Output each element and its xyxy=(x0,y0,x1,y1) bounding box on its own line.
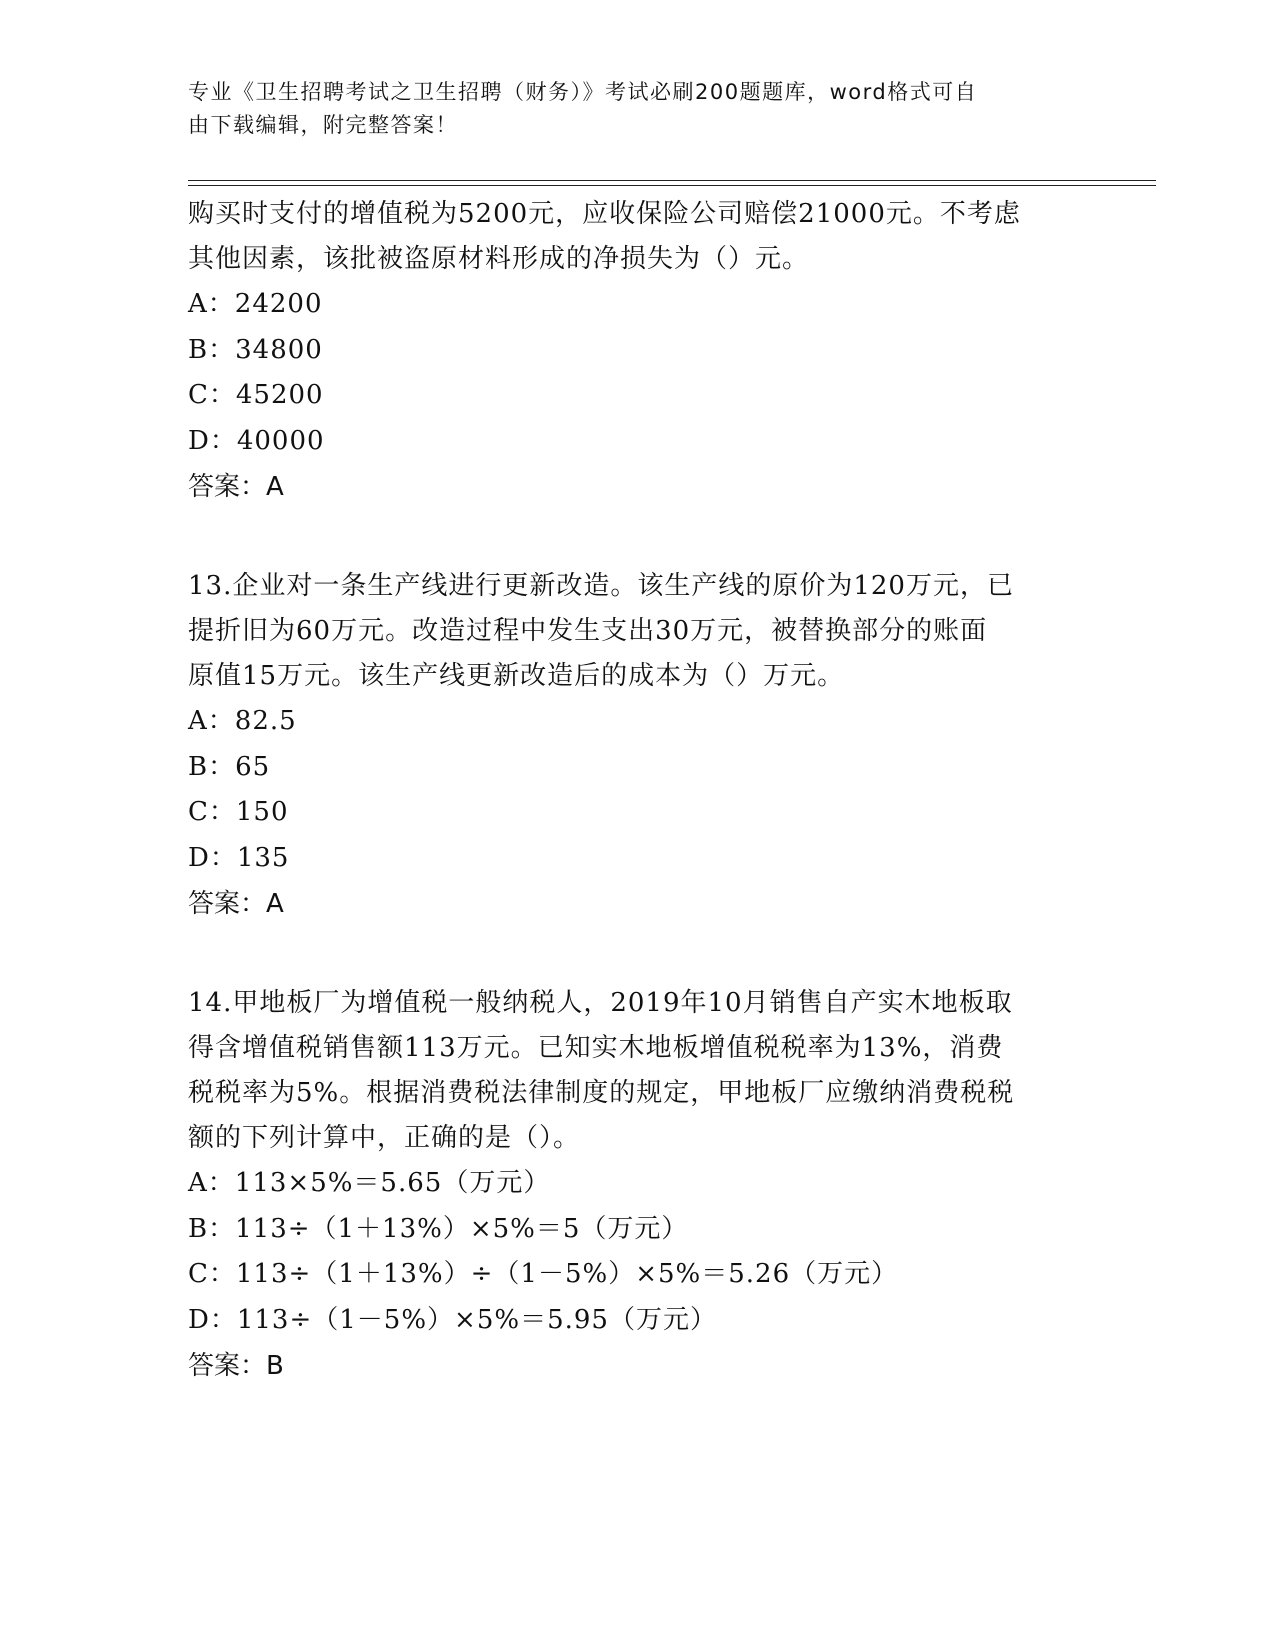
header-divider-top xyxy=(188,180,1156,181)
question-block xyxy=(188,564,1088,927)
answer-line: 答案：A xyxy=(188,472,284,502)
option-d: D：40000 xyxy=(188,425,325,456)
question-stem-line: 税税率为5%。根据消费税法律制度的规定，甲地板厂应缴纳消费税税 xyxy=(188,1078,1015,1108)
question-stem-line: 额的下列计算中，正确的是（）。 xyxy=(188,1123,581,1153)
option-a: A：24200 xyxy=(188,289,323,319)
answer-line: 答案：A xyxy=(188,889,284,919)
question-stem-line: 购买时支付的增值税为5200元，应收保险公司赔偿21000元。不考虑 xyxy=(188,199,1021,229)
document-header xyxy=(188,76,1068,142)
option-d: D：113÷（1－5%）×5%＝5.95（万元） xyxy=(188,1304,717,1335)
question-stem-line: 13.企业对一条生产线进行更新改造。该生产线的原价为120万元，已 xyxy=(188,571,1014,601)
question-stem-line: 得含增值税销售额113万元。已知实木地板增值税税率为13%，消费 xyxy=(188,1033,1004,1063)
header-line: 专业《卫生招聘考试之卫生招聘（财务）》考试必刷200题题库，word格式可自 xyxy=(188,80,978,104)
answer-line: 答案：B xyxy=(188,1351,284,1381)
question-stem-line: 提折旧为60万元。改造过程中发生支出30万元，被替换部分的账面 xyxy=(188,616,988,646)
question-block xyxy=(188,981,1088,1389)
option-a: A：113×5%＝5.65（万元） xyxy=(188,1168,551,1198)
option-b: B：34800 xyxy=(188,334,323,365)
option-b: B：113÷（1＋13%）×5%＝5（万元） xyxy=(188,1213,689,1244)
question-stem-line: 其他因素，该批被盗原材料形成的净损失为（）元。 xyxy=(188,244,810,274)
question-gap xyxy=(188,927,1088,981)
question-stem-line: 14.甲地板厂为增值税一般纳税人，2019年10月销售自产实木地板取 xyxy=(188,988,1013,1018)
option-b: B：65 xyxy=(188,751,271,782)
option-c: C：150 xyxy=(188,797,289,827)
document-body xyxy=(188,192,1088,1389)
header-divider-bottom xyxy=(188,185,1156,186)
question-gap xyxy=(188,510,1088,564)
question-stem-line: 原值15万元。该生产线更新改造后的成本为（）万元。 xyxy=(188,661,845,691)
header-line: 由下载编辑，附完整答案！ xyxy=(188,113,458,137)
option-c: C：113÷（1＋13%）÷（1－5%）×5%＝5.26（万元） xyxy=(188,1259,899,1289)
option-a: A：82.5 xyxy=(188,706,297,736)
option-d: D：135 xyxy=(188,842,290,873)
question-block xyxy=(188,192,1088,510)
option-c: C：45200 xyxy=(188,380,324,410)
